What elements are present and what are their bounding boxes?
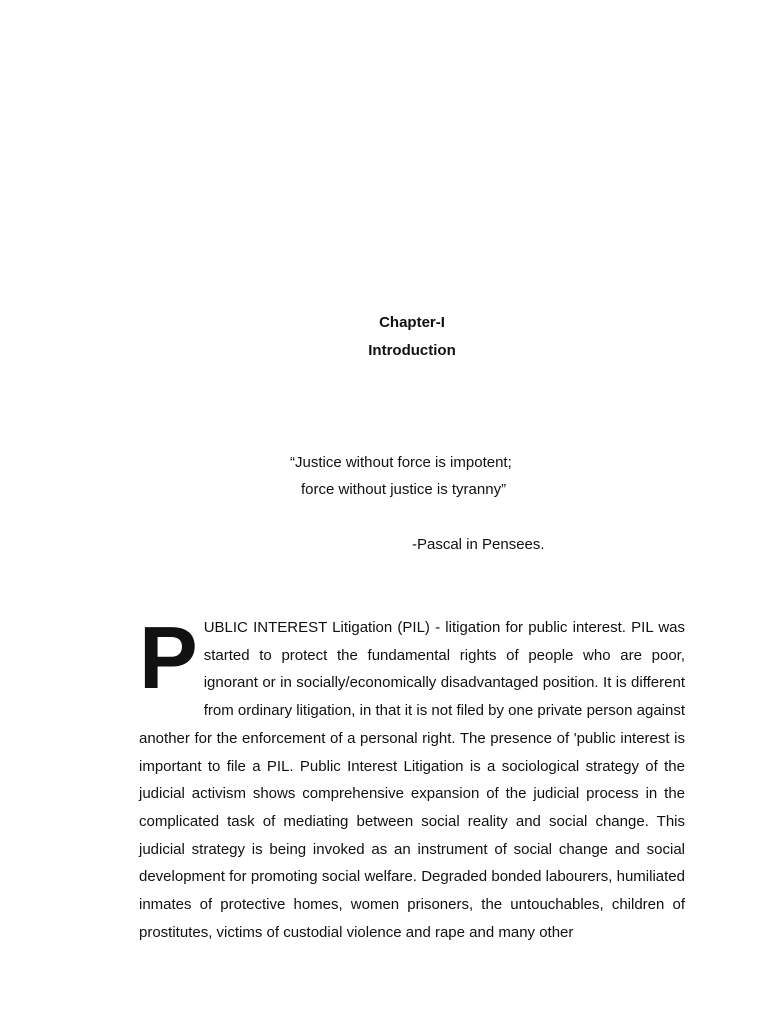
drop-cap: P [139, 608, 198, 707]
chapter-label: Chapter-I [379, 314, 445, 331]
body-paragraph [139, 608, 685, 946]
epigraph-attribution: -Pascal in Pensees. [412, 536, 545, 553]
epigraph-line-1: “Justice without force is impotent; [290, 454, 512, 471]
body-paragraph-text: UBLIC INTEREST Litigation (PIL) - litigation for public interest. PIL was started to protect the fundamental rights of people who are poor, ignorant or in socially/economically disadvantaged position. It is different from ordinary litigation, in that it is not filed by one private person against another for the enforcement of a personal right. The presence of 'public interest is important to file a PIL. Public Interest Litigation is a sociological strategy of the judicial activism shows comprehensive expansion of the judicial process in the complicated task of mediating between social reality and social change. This judicial strategy is being invoked as an instrument of social change and social development for promoting social welfare. Degraded bonded labourers, humiliated inmates of protective homes, women prisoners, the untouchables, children of prostitutes, victims of custodial violence and rape and many other [139, 619, 685, 941]
chapter-title: Introduction [368, 342, 456, 359]
epigraph-line-2: force without justice is tyranny” [301, 481, 507, 498]
